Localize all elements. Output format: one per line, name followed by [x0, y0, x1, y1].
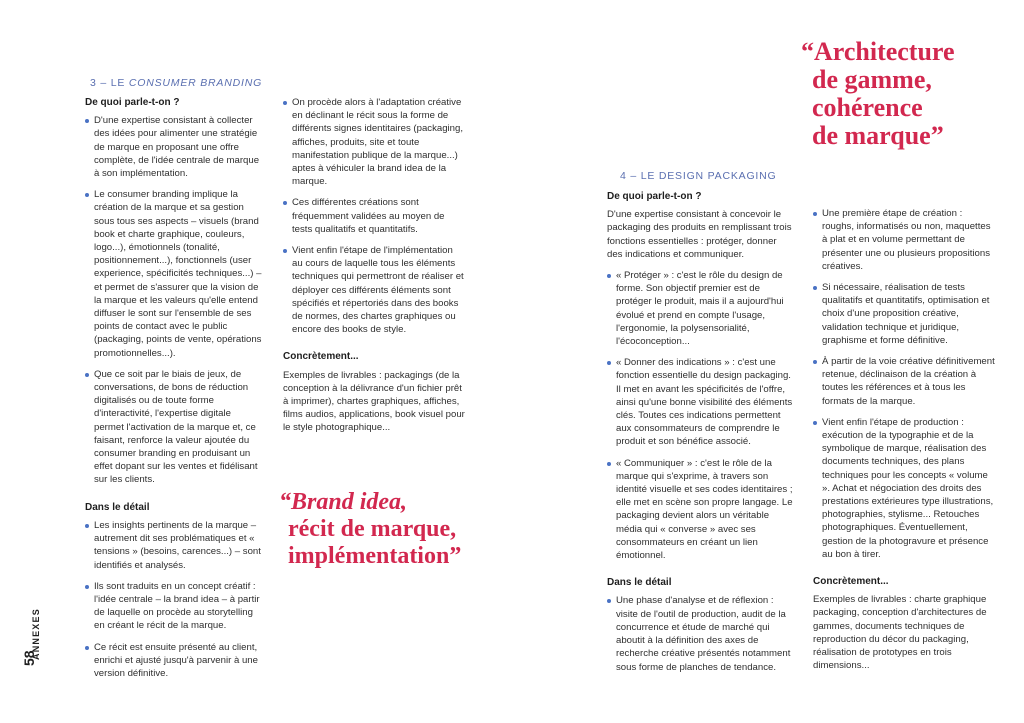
right-column-1 [607, 190, 793, 682]
list-item: Vient enfin l'étape de production : exécution de la typographie et de la symbolique de marque, réalisation des documents techniques, des plans techniques pour les concepts « volume ». Achat et négociation des droits des prestations extérieures type illustrations, photographies, stylisme... Retouches photographiques. Éventuellement, gestion de la photogravure et présence au bon à tirer. [813, 416, 995, 561]
col2-list [813, 207, 995, 561]
left-column-2 [283, 96, 465, 443]
concrete-text: Exemples de livrables : charte graphique packaging, conception d'architectures de gammes, documents techniques de reproduction du décor du packaging, réalisation de prototypes en trois dimensions... [813, 594, 987, 672]
bullet-icon [813, 286, 817, 290]
subheading-what: De quoi parle-t-on ? [607, 191, 702, 202]
list-item: « Communiquer » : c'est le rôle de la marque qui s'exprime, à travers son identité visuelle et ses codes identitaires ; elle met en scène son propre langage. Le packaging devient alors un véritable média qui « converse » avec ses consommateurs en créant un lien émotionnel. [607, 457, 793, 563]
section-3-title [90, 77, 262, 89]
subheading-concrete: Concrètement... [813, 576, 889, 588]
subheading-what: De quoi parle-t-on ? [85, 97, 180, 108]
bullet-icon [813, 421, 817, 425]
bullet-icon [607, 274, 611, 278]
bullet-icon [85, 119, 89, 123]
bullet-icon [813, 212, 817, 216]
detail-list [85, 519, 263, 680]
section-4-title: 4 – LE DESIGN PACKAGING [620, 170, 777, 182]
list-item: Ils sont traduits en un concept créatif : l'idée centrale – la brand idea – à partir de laquelle on procède au storytelling en créant le récit de la marque. [85, 580, 263, 633]
subheading-concrete: Concrètement... [283, 351, 359, 363]
bullet-icon [283, 249, 287, 253]
list-item: On procède alors à l'adaptation créative en déclinant le récit sous la forme de différents signes identitaires (packaging, affiches, produits, site et toute manifestation publique de la marque...) aptes à véhiculer la brand idea de la marque. [283, 96, 465, 188]
list-item: D'une expertise consistant à collecter des idées pour alimenter une stratégie de marque en proposant une offre complète, de l'idée centrale de marque à son implémentation. [85, 114, 263, 180]
what-list [607, 269, 793, 562]
list-item: Ces différentes créations sont fréquemment validées au moyen de tests qualitatifs et quantitatifs. [283, 196, 465, 236]
bullet-icon [607, 599, 611, 603]
pull-quote-brand-idea: “Brand idea, récit de marque, implémentation” [279, 489, 462, 569]
list-item: « Donner des indications » : c'est une fonction essentielle du design packaging. Il met en avant les spécificités de l'offre, ainsi qu'une bonne visibilité des éléments clés. Toutes ces indications permettent aux consommateurs de comprendre le produit et son bénéfice associé. [607, 356, 793, 448]
left-column-1 [85, 96, 263, 688]
section-3-title-italic: CONSUMER BRANDING [128, 77, 263, 89]
col2-list [283, 96, 465, 336]
bullet-icon [283, 101, 287, 105]
page-number: 58 [21, 650, 37, 666]
list-item: Le consumer branding implique la création de la marque et sa gestion sous tous ses aspects – visuels (brand book et charte graphique, couleurs, logo...), émotionnels (tonalité, positionnement...), fonctionnels (user experience, spécificités techniques...) – et permet de s'assurer que la vision de la marque et les valeurs qu'elle entend diffuser le sont sur l'ensemble de ses points de contact avec le public (packaging, points de vente, opérations promotionnelles...). [85, 188, 263, 360]
bullet-icon [85, 646, 89, 650]
subheading-detail: Dans le détail [607, 577, 672, 589]
list-item: Ce récit est ensuite présenté au client, enrichi et ajusté jusqu'à parvenir à une version définitive. [85, 641, 263, 681]
list-item: Une phase d'analyse et de réflexion : visite de l'outil de production, audit de la concurrence et étude de marché qui aboutit à la définition des axes de recherche créative présentés notamment sous forme de planches de tendance. [607, 594, 793, 673]
list-item: Si nécessaire, réalisation de tests qualitatifs et quantitatifs, optimisation et choix d'une proposition créative, validation technique et juridique, graphisme et forme définitive. [813, 281, 995, 347]
bullet-icon [607, 462, 611, 466]
section-3-title-prefix: 3 – LE [90, 77, 129, 89]
bullet-icon [85, 373, 89, 377]
right-column-2 [813, 207, 995, 681]
bullet-icon [283, 201, 287, 205]
bullet-icon [85, 524, 89, 528]
list-item: Que ce soit par le biais de jeux, de conversations, de bons de réduction digitalisés ou de toute forme d'interactivité, l'expertise digitale permet l'activation de la marque et, ce faisant, renforce la valeur ajoutée du consumer branding en produisant un effet dopant sur les ventes et fidélisant sur les clients. [85, 368, 263, 487]
bullet-icon [813, 360, 817, 364]
detail-list [607, 594, 793, 673]
list-item: « Protéger » : c'est le rôle du design de forme. Son objectif premier est de protéger le produit, mais il a aujourd'hui évolué et prend en compte l'usage, l'ergonomie, la polysensorialité, l'écoconception... [607, 269, 793, 348]
subheading-detail: Dans le détail [85, 501, 150, 513]
concrete-text: Exemples de livrables : packagings (de la conception à la délivrance d'un fichier prêt à imprimer), chartes graphiques, affiches, films audios, applications, book visuel pour le style photographique... [283, 369, 465, 434]
what-list [85, 114, 263, 486]
bullet-icon [85, 585, 89, 589]
list-item: À partir de la voie créative définitivement retenue, déclinaison de la création à toutes les références et à tous les formats de la marque. [813, 355, 995, 408]
list-item: Une première étape de création : roughs, informatisés ou non, maquettes à plat et en volume permettant de présenter une ou plusieurs propositions créatives. [813, 207, 995, 273]
side-label-annexes: ANNEXES [31, 608, 41, 660]
bullet-icon [607, 361, 611, 365]
list-item: Les insights pertinents de la marque – autrement dit ses problématiques et « tensions » (besoins, carences...) – sont identifiés et analysés. [85, 519, 263, 572]
bullet-icon [85, 193, 89, 197]
pull-quote-architecture: “Architecture de gamme, cohérence de marque” [801, 37, 955, 150]
intro-text: D'une expertise consistant à concevoir le packaging des produits en remplissant trois fonctions essentielles : protéger, donner des indications et communiquer. [607, 209, 792, 260]
list-item: Vient enfin l'étape de l'implémentation au cours de laquelle tous les éléments techniques qui permettront de réaliser et déployer ces différents éléments sont spécifiés et répertoriés dans des books de normes, des chartes graphiques ou encore des books de style. [283, 244, 465, 336]
